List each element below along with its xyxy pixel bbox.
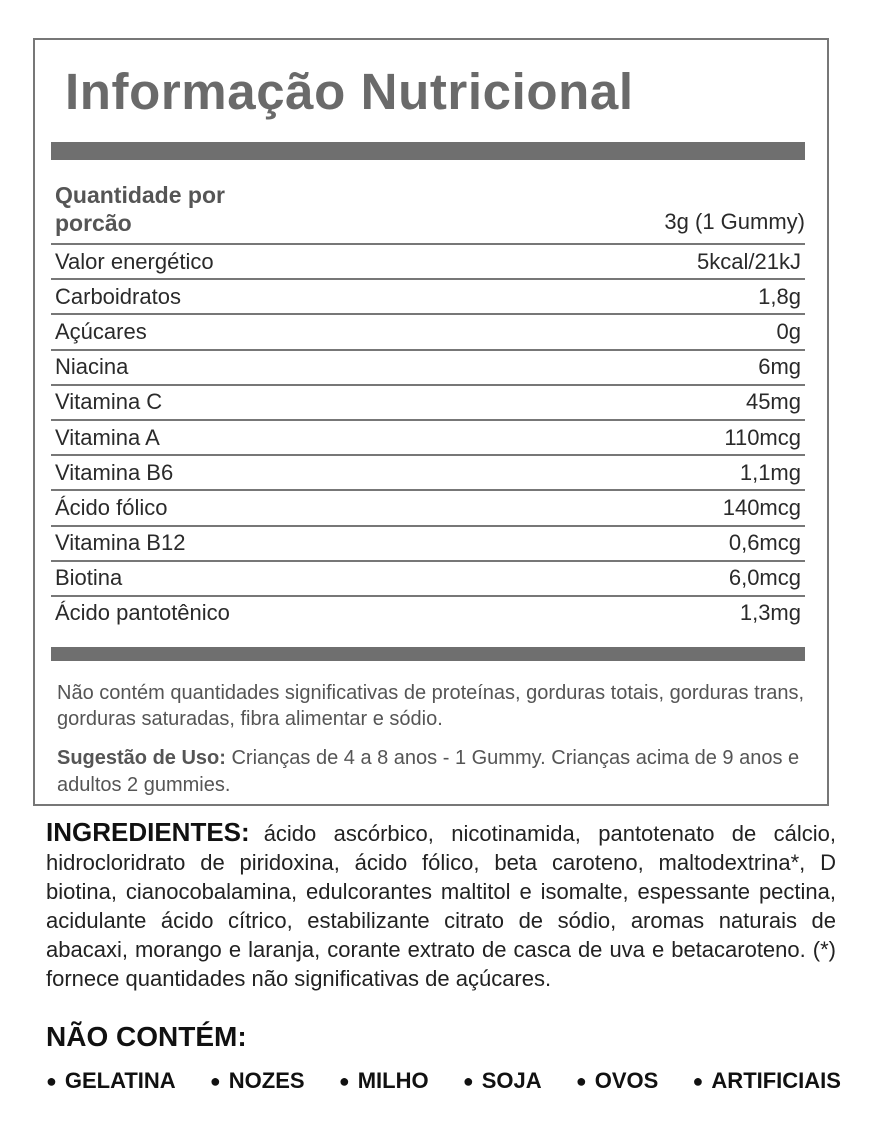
nutrient-label: Vitamina B6 [55, 459, 174, 485]
nutrient-label: Vitamina C [55, 389, 163, 415]
allergen-item [210, 1068, 305, 1094]
nutrient-label: Niacina [55, 354, 129, 380]
nutrient-label: Biotina [55, 565, 123, 591]
nutrient-value: 0,6mcg [728, 530, 801, 556]
usage-text: Crianças de 4 a 8 anos - 1 Gummy. Crianças acima de 9 anos e adultos 2 gummies. [57, 747, 800, 796]
allergen-item [339, 1068, 429, 1094]
nutrient-row [51, 243, 805, 278]
nutrient-value: 6,0mcg [728, 565, 801, 591]
nutrient-row [51, 525, 805, 560]
nutrient-value: 6mg [758, 354, 801, 380]
nutrient-label: Ácido pantotênico [55, 600, 230, 626]
allergen-label: OVOS [594, 1068, 659, 1093]
serving-size-label: Quantidade por porcão [55, 182, 225, 236]
allergen-label: MILHO [357, 1068, 429, 1093]
nutrient-value: 1,1mg [739, 459, 801, 485]
nutrient-row [51, 454, 805, 489]
nutrient-rows [51, 243, 805, 630]
nutrition-facts-panel [33, 38, 829, 806]
bullet-icon: ● [692, 1070, 704, 1091]
nutrient-value: 1,3mg [739, 600, 801, 626]
bullet-icon: ● [575, 1070, 587, 1091]
nutrient-row [51, 419, 805, 454]
nao-contem-heading: NÃO CONTÉM: [46, 1021, 247, 1052]
nutrient-label: Vitamina A [55, 424, 160, 450]
usage-suggestion [57, 745, 817, 799]
nutrient-row [51, 595, 805, 630]
serving-size-row [55, 181, 805, 243]
nutrient-row [51, 313, 805, 348]
nutrient-label: Açúcares [55, 318, 147, 344]
nutrient-row [51, 384, 805, 419]
bullet-icon: ● [209, 1070, 221, 1091]
bullet-icon: ● [462, 1070, 474, 1091]
nutrient-row [51, 278, 805, 313]
serving-size-value: 3g (1 Gummy) [664, 209, 805, 234]
allergen-label: SOJA [481, 1068, 542, 1093]
nutrient-row [51, 349, 805, 384]
allergen-label: GELATINA [64, 1068, 176, 1093]
nutrient-value: 45mg [745, 389, 801, 415]
allergen-item [576, 1068, 658, 1094]
ingredients-text: ácido ascórbico, nicotinamida, pantotenato de cálcio, hidrocloridrato de piridoxina, ácido fólico, beta caroteno, maltodextrina*, D biotina, cianocobalamina, edulcorantes maltitol e isomalte, espessante pectina, acidulante ácido cítrico, estabilizante citrato de sódio, aromas naturais de abacaxi, morango e laranja, corante extrato de casca de uva e betacaroteno. (*) fornece quantidades não significativas de açúcares. [46, 821, 836, 991]
nutrient-row [51, 489, 805, 524]
allergen-item [46, 1068, 176, 1094]
nutrient-value: 0g [776, 318, 801, 344]
panel-title: Informação Nutricional [65, 63, 634, 120]
nutrient-label: Ácido fólico [55, 494, 168, 520]
nutrient-label: Carboidratos [55, 283, 181, 309]
ingredients-section [46, 818, 836, 993]
nutrient-label: Valor energético [55, 248, 214, 274]
nutrient-value: 1,8g [758, 283, 801, 309]
ingredients-heading: INGREDIENTES: [46, 817, 250, 847]
bullet-icon: ● [46, 1070, 57, 1091]
allergen-item [693, 1068, 841, 1094]
allergen-label: NOZES [228, 1068, 305, 1093]
bottom-divider-bar [51, 647, 805, 661]
nutrient-value: 5kcal/21kJ [697, 248, 801, 274]
allergen-free-list [46, 1068, 841, 1094]
nutrient-label: Vitamina B12 [55, 530, 186, 556]
allergen-label: ARTIFICIAIS [711, 1068, 841, 1093]
usage-label: Sugestão de Uso: [57, 747, 226, 769]
nutrient-row [51, 560, 805, 595]
disclaimer-note: Não contém quantidades significativas de proteínas, gorduras totais, gorduras trans, gorduras saturadas, fibra alimentar e sódio. [57, 682, 805, 730]
bullet-icon: ● [338, 1070, 350, 1091]
top-divider-bar [51, 142, 805, 160]
nutrient-value: 140mcg [722, 494, 801, 520]
allergen-item [463, 1068, 542, 1094]
nutrient-value: 110mcg [724, 424, 801, 450]
